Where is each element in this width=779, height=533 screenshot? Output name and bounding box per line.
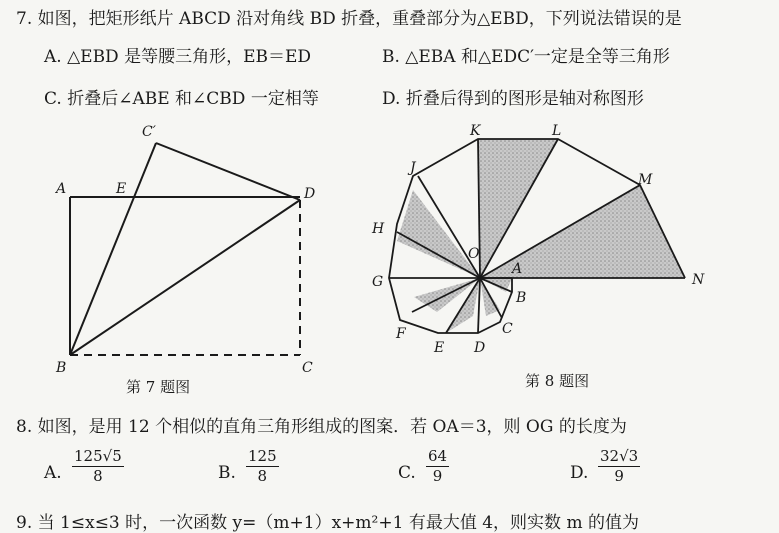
q7-option-a: A. △EBD 是等腰三角形，EB＝ED bbox=[44, 47, 312, 67]
q8-option-b-letter: B. bbox=[218, 463, 236, 483]
fig8-label-b: B bbox=[516, 290, 527, 306]
fig8-label-h: H bbox=[372, 221, 385, 237]
q7-option-d: D. 折叠后得到的图形是轴对称图形 bbox=[382, 89, 644, 109]
fig8-label-m: M bbox=[638, 172, 653, 188]
fig8-label-l: L bbox=[552, 123, 562, 139]
segment-c-prime-d bbox=[156, 143, 300, 200]
fig7-caption: 第 7 题图 bbox=[126, 378, 191, 396]
q8-stem: 8. 如图，是用 12 个相似的直角三角形组成的图案．若 OA＝3，则 OG 的长度为 bbox=[16, 417, 627, 437]
fig7-label-a: A bbox=[56, 181, 67, 197]
shaded-ohj bbox=[397, 190, 480, 278]
fig8-caption: 第 8 题图 bbox=[525, 372, 590, 390]
fig8-label-o: O bbox=[468, 246, 480, 262]
fig7-label-b: B bbox=[56, 360, 67, 376]
q8-option-a-letter: A. bbox=[44, 463, 62, 483]
q9-stem: 9. 当 1≤x≤3 时，一次函数 y=（m+1）x+m²+1 有最大值 4，则实数 m 的值为 bbox=[16, 513, 639, 533]
q8-option-c-fraction: 64 9 bbox=[428, 447, 448, 486]
fig8-label-c: C bbox=[502, 321, 513, 337]
fig8-label-e: E bbox=[434, 340, 445, 356]
q8-option-d-letter: D. bbox=[570, 463, 589, 483]
q7-stem: 7. 如图，把矩形纸片 ABCD 沿对角线 BD 折叠，重叠部分为△EBD，下列说法错误的是 bbox=[16, 9, 682, 29]
q8-option-a-fraction: 125√5 8 bbox=[74, 447, 122, 486]
fig7-label-d: D bbox=[304, 186, 316, 202]
fig7-label-e: E bbox=[116, 181, 127, 197]
segment-bd bbox=[70, 200, 300, 355]
q8-option-d-fraction: 32√3 9 bbox=[600, 447, 639, 486]
q7-option-c: C. 折叠后∠ABE 和∠CBD 一定相等 bbox=[44, 89, 319, 109]
fig8-label-a: A bbox=[512, 261, 523, 277]
fig8-label-g: G bbox=[372, 274, 384, 290]
fig8-label-f: F bbox=[396, 326, 406, 342]
fig8-label-d: D bbox=[474, 340, 486, 356]
fig8-label-k: K bbox=[470, 123, 481, 139]
figure-7 bbox=[70, 143, 300, 355]
figure-8 bbox=[389, 139, 685, 333]
q8-option-b-fraction: 125 8 bbox=[248, 447, 277, 486]
fig7-label-c-prime: C′ bbox=[142, 124, 156, 140]
q7-option-b: B. △EBA 和△EDC′一定是全等三角形 bbox=[382, 47, 670, 67]
fig8-label-j: J bbox=[410, 160, 416, 176]
q8-option-c-letter: C. bbox=[398, 463, 416, 483]
fig7-label-c: C bbox=[302, 360, 313, 376]
segment-bc-prime bbox=[70, 143, 156, 355]
fig8-label-n: N bbox=[692, 272, 705, 288]
